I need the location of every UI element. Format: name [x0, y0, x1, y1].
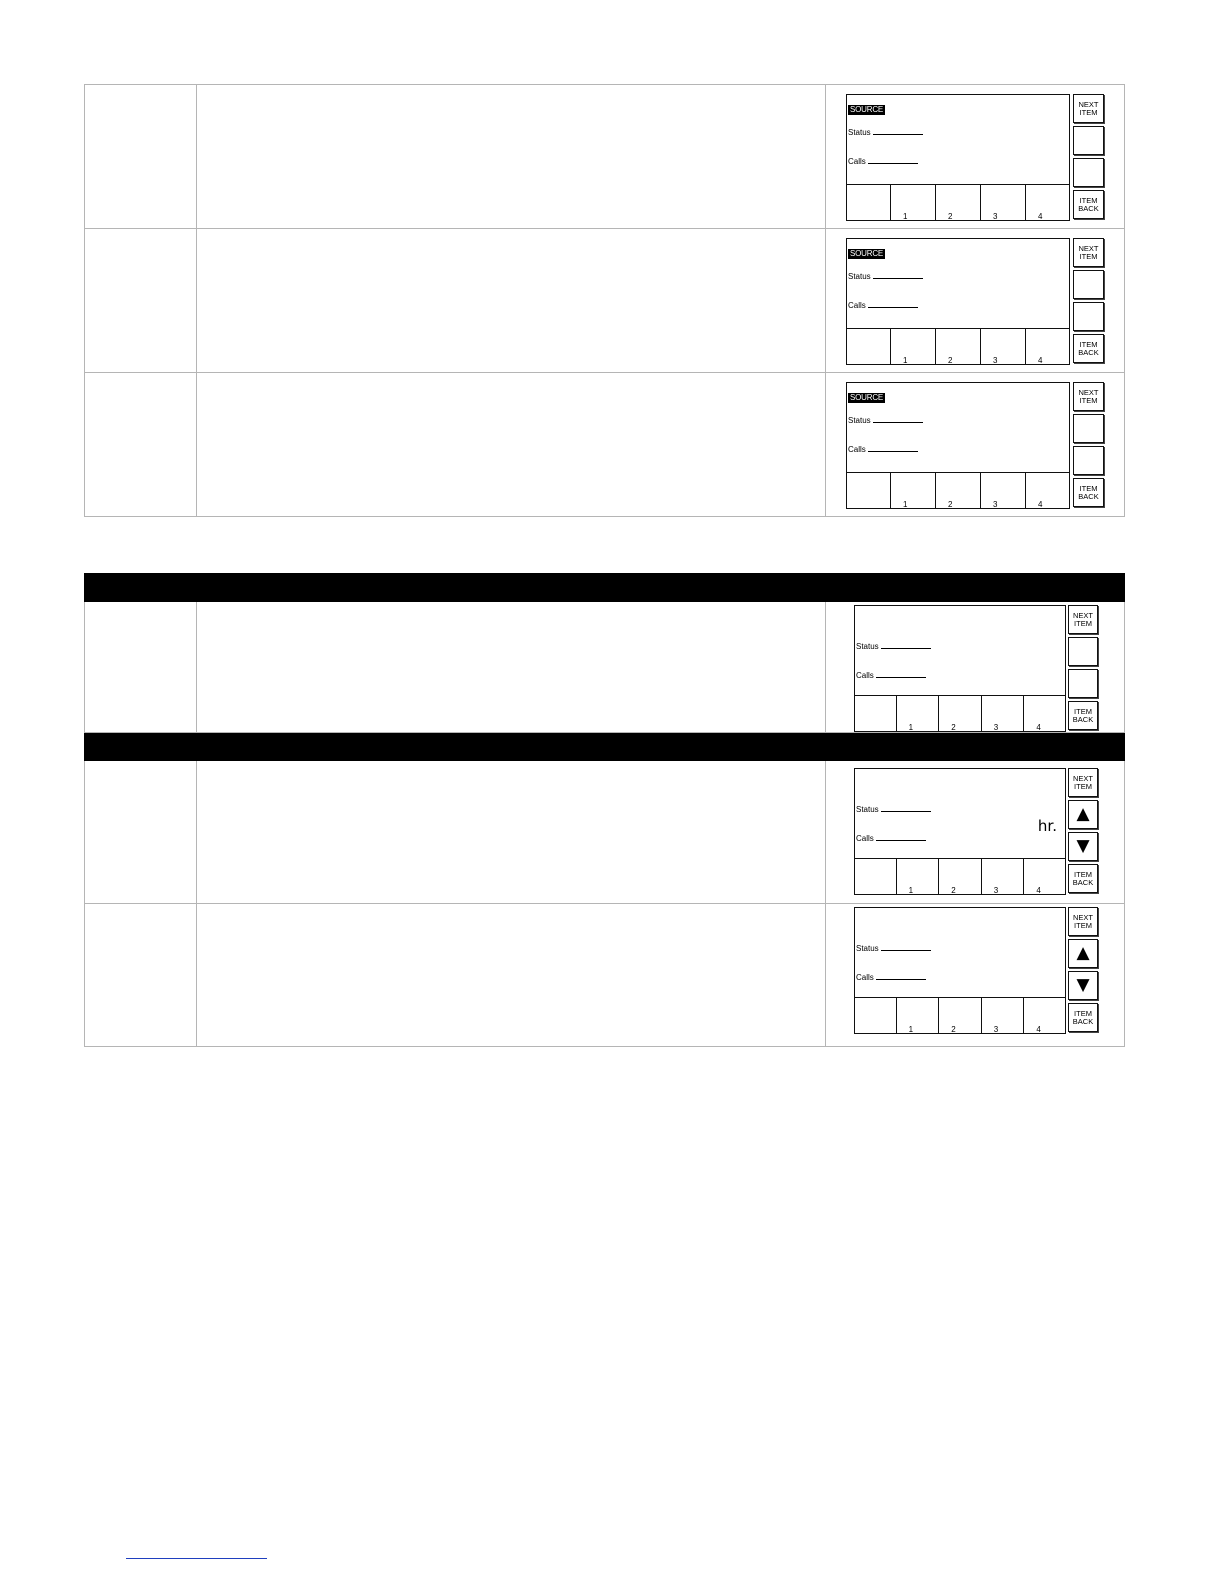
table-row	[85, 229, 1125, 373]
softkey-2[interactable]: 2	[936, 473, 981, 509]
softkey-row	[846, 472, 1070, 509]
softkey-3[interactable]: 3	[981, 329, 1026, 365]
hours-unit-label: hr.	[1037, 817, 1057, 835]
softkey-1[interactable]: 1	[891, 185, 936, 221]
display-cell	[826, 85, 1125, 229]
calls-field: Calls	[856, 834, 926, 844]
softkey-3[interactable]: 3	[982, 696, 1025, 732]
display-panel	[854, 907, 1098, 1034]
procedure-table-1	[84, 84, 1125, 517]
item-back-button[interactable]: ITEM BACK	[1068, 1003, 1098, 1032]
softkey-4[interactable]: 4	[1038, 356, 1043, 365]
softkey-4[interactable]: 4	[1036, 886, 1041, 895]
description-cell	[197, 602, 826, 733]
side-keys	[1073, 382, 1104, 509]
down-arrow-button[interactable]	[1068, 832, 1098, 861]
up-arrow-button[interactable]	[1068, 939, 1098, 968]
description-cell	[197, 85, 826, 229]
header-bar	[85, 733, 1125, 761]
calls-field: Calls	[856, 973, 926, 983]
next-item-button[interactable]: NEXT ITEM	[1068, 768, 1098, 797]
calls-field: Calls	[848, 301, 918, 311]
up-arrow-button[interactable]	[1068, 800, 1098, 829]
next-item-button[interactable]: NEXT ITEM	[1068, 605, 1098, 634]
next-item-button[interactable]: NEXT ITEM	[1068, 907, 1098, 936]
side-keys	[1073, 238, 1104, 365]
display-cell	[826, 373, 1125, 517]
blank-side-button[interactable]	[1073, 446, 1104, 475]
lcd-screen	[854, 907, 1066, 1034]
step-cell	[85, 904, 197, 1047]
calls-field: Calls	[856, 671, 926, 681]
step-cell	[85, 229, 197, 373]
softkey-blank[interactable]	[854, 859, 897, 895]
next-item-button[interactable]: NEXT ITEM	[1073, 94, 1104, 123]
description-cell	[197, 373, 826, 517]
softkey-blank[interactable]	[846, 473, 891, 509]
status-field: Status	[856, 944, 931, 954]
softkey-blank[interactable]	[854, 696, 897, 732]
status-field: Status	[848, 416, 923, 426]
procedure-table-2	[84, 573, 1125, 1047]
blank-side-button[interactable]	[1073, 270, 1104, 299]
display-cell	[826, 904, 1125, 1047]
table-row	[85, 904, 1125, 1047]
lcd-screen	[846, 382, 1070, 509]
step-cell	[85, 761, 197, 904]
softkey-2[interactable]: 2	[936, 185, 981, 221]
softkey-row	[854, 997, 1066, 1034]
down-arrow-icon: ▼	[1076, 836, 1090, 856]
display-panel	[846, 94, 1104, 221]
down-arrow-icon: ▼	[1076, 975, 1090, 995]
softkey-3[interactable]: 3	[982, 998, 1025, 1034]
calls-field: Calls	[848, 445, 918, 455]
softkey-row	[846, 184, 1070, 221]
softkey-row	[846, 328, 1070, 365]
lcd-screen	[846, 238, 1070, 365]
table-row	[85, 761, 1125, 904]
description-cell	[197, 229, 826, 373]
softkey-2[interactable]: 2	[936, 329, 981, 365]
softkey-blank[interactable]	[846, 185, 891, 221]
lcd-screen	[854, 768, 1066, 895]
status-field: Status	[848, 128, 923, 138]
side-keys	[1068, 605, 1098, 732]
table-row	[85, 85, 1125, 229]
status-field: Status	[848, 272, 923, 282]
softkey-1[interactable]: 1	[891, 329, 936, 365]
softkey-1[interactable]: 1	[897, 998, 940, 1034]
softkey-3[interactable]: 3	[981, 473, 1026, 509]
side-keys	[1068, 768, 1098, 895]
softkey-2[interactable]: 2	[939, 998, 982, 1034]
up-arrow-icon: ▲	[1076, 804, 1090, 824]
softkey-blank[interactable]	[854, 998, 897, 1034]
item-back-button[interactable]: ITEM BACK	[1073, 334, 1104, 363]
display-cell	[826, 761, 1125, 904]
source-badge: SOURCE	[850, 105, 884, 114]
display-cell	[826, 602, 1125, 733]
side-keys	[1068, 907, 1098, 1034]
item-back-button[interactable]: ITEM BACK	[1073, 190, 1104, 219]
display-cell	[826, 229, 1125, 373]
blank-side-button[interactable]	[1073, 158, 1104, 187]
display-panel	[846, 238, 1104, 365]
source-badge: SOURCE	[850, 249, 884, 258]
softkey-2[interactable]: 2	[939, 859, 982, 895]
lcd-screen	[846, 94, 1070, 221]
up-arrow-icon: ▲	[1076, 943, 1090, 963]
blank-side-button[interactable]	[1073, 414, 1104, 443]
softkey-3[interactable]: 3	[981, 185, 1026, 221]
softkey-4[interactable]: 4	[1036, 1025, 1041, 1034]
softkey-blank[interactable]	[846, 329, 891, 365]
softkey-1[interactable]: 1	[897, 696, 940, 732]
softkey-1[interactable]: 1	[891, 473, 936, 509]
table-row	[85, 602, 1125, 733]
step-cell	[85, 602, 197, 733]
blank-side-button[interactable]	[1073, 302, 1104, 331]
display-panel	[854, 768, 1098, 895]
source-badge: SOURCE	[850, 393, 884, 402]
softkey-4[interactable]: 4	[1038, 500, 1043, 509]
lcd-screen	[854, 605, 1066, 732]
status-field: Status	[856, 642, 931, 652]
display-panel	[846, 382, 1104, 509]
softkey-row	[854, 695, 1066, 732]
status-field: Status	[856, 805, 931, 815]
display-panel	[854, 605, 1098, 732]
step-cell	[85, 85, 197, 229]
item-back-button[interactable]: ITEM BACK	[1068, 864, 1098, 893]
next-item-button[interactable]: NEXT ITEM	[1073, 382, 1104, 411]
calls-field: Calls	[848, 157, 918, 167]
header-bar	[85, 574, 1125, 602]
softkey-4[interactable]: 4	[1036, 723, 1041, 732]
softkey-2[interactable]: 2	[939, 696, 982, 732]
down-arrow-button[interactable]	[1068, 971, 1098, 1000]
softkey-1[interactable]: 1	[897, 859, 940, 895]
description-cell	[197, 904, 826, 1047]
softkey-3[interactable]: 3	[982, 859, 1025, 895]
item-back-button[interactable]: ITEM BACK	[1068, 701, 1098, 730]
description-cell	[197, 761, 826, 904]
blank-side-button[interactable]	[1073, 126, 1104, 155]
step-cell	[85, 373, 197, 517]
footnote-rule	[126, 1558, 267, 1559]
blank-side-button[interactable]	[1068, 669, 1098, 698]
next-item-button[interactable]: NEXT ITEM	[1073, 238, 1104, 267]
table-row	[85, 373, 1125, 517]
item-back-button[interactable]: ITEM BACK	[1073, 478, 1104, 507]
softkey-4[interactable]: 4	[1038, 212, 1043, 221]
blank-side-button[interactable]	[1068, 637, 1098, 666]
side-keys	[1073, 94, 1104, 221]
softkey-row	[854, 858, 1066, 895]
